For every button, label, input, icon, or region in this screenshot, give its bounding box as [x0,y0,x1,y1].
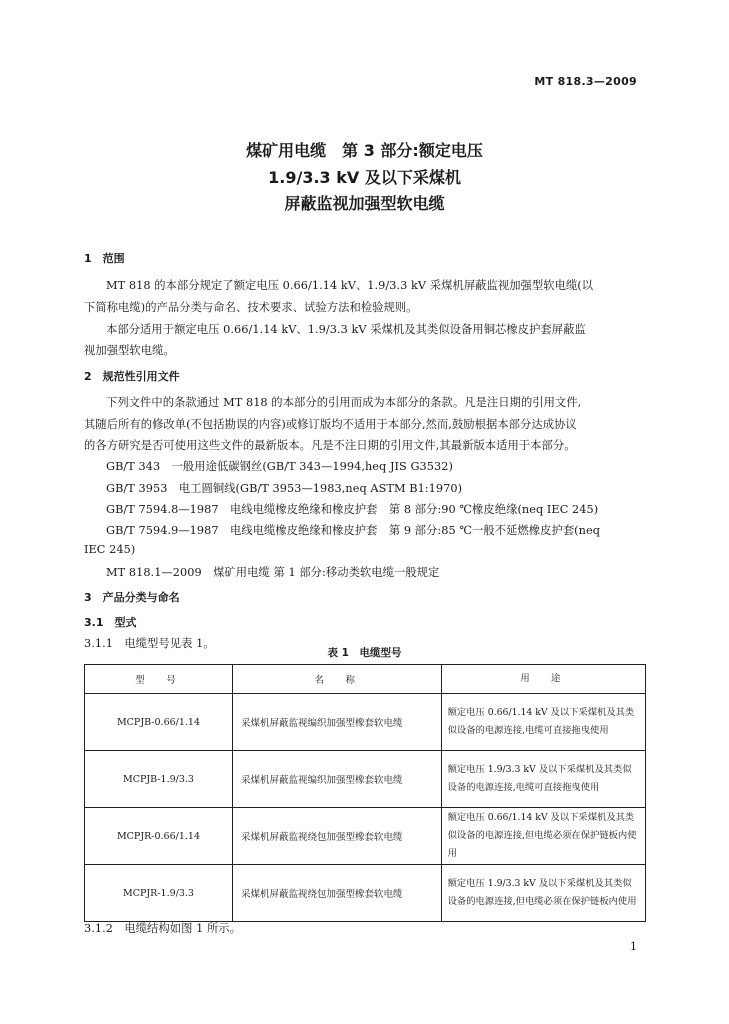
section-2-para-line-2: 其随后所有的修改单(不包括勘误的内容)或修订版均不适用于本部分,然而,鼓励根据本部分达成协议 [84,418,577,431]
table-row [85,694,646,751]
page-number: 1 [630,940,637,953]
reference-1: GB/T 343 一般用途低碳钢丝(GB/T 343—1994,heq JIS G3532) [106,460,453,473]
section-1-para-2-line-1: 本部分适用于额定电压 0.66/1.14 kV、1.9/3.3 kV 采煤机及其类似设备用铜芯橡皮护套屏蔽监 [106,323,586,336]
table-row [85,751,646,808]
section-1-para-2-line-2: 视加强型软电缆。 [84,344,175,357]
section-1-para-1-line-2: 下简称电缆)的产品分类与命名、技术要求、试验方法和检验规则。 [84,301,418,314]
document-code-header: MT 818.3—2009 [534,75,637,88]
reference-4-line-1: GB/T 7594.9—1987 电线电缆橡皮绝缘和橡皮护套 第 9 部分:85 ℃一般不延燃橡皮护套(neq [106,524,600,537]
cell-name: 采煤机屏蔽监视绕包加强型橡套软电缆 [232,808,441,865]
reference-4-line-2: IEC 245) [84,543,136,556]
cell-name: 采煤机屏蔽监视编织加强型橡套软电缆 [232,694,441,751]
title-line-2: 1.9/3.3 kV 及以下采煤机 [268,168,461,187]
cell-use: 额定电压 1.9/3.3 kV 及以下采煤机及其类似设备的电源连接,电缆可直接拖曳使用 [441,751,645,808]
cell-name: 采煤机屏蔽监视绕包加强型橡套软电缆 [232,865,441,922]
cell-use: 额定电压 0.66/1.14 kV 及以下采煤机及其类似设备的电源连接,但电缆必须在保护链板内使用 [441,808,645,865]
title-line-1: 煤矿用电缆 第 3 部分:额定电压 [246,141,483,160]
cell-model: MCPJR-1.9/3.3 [85,865,233,922]
section-2-para-line-3: 的各方研究是否可使用这些文件的最新版本。凡是不注日期的引用文件,其最新版本适用于本部分。 [84,439,576,452]
cell-use: 额定电压 1.9/3.3 kV 及以下采煤机及其类似设备的电源连接,但电缆必须在保护链板内使用 [441,865,645,922]
section-3-heading: 3 产品分类与命名 [84,591,180,604]
cell-model: MCPJB-0.66/1.14 [85,694,233,751]
section-1-heading: 1 范围 [84,252,125,265]
cell-model: MCPJB-1.9/3.3 [85,751,233,808]
section-3-1-2-text: 3.1.2 电缆结构如图 1 所示。 [84,922,241,935]
title-line-3: 屏蔽监视加强型软电缆 [284,194,445,213]
section-3-1-heading: 3.1 型式 [84,616,137,629]
reference-5: MT 818.1—2009 煤矿用电缆 第 1 部分:移动类软电缆一般规定 [106,566,440,579]
section-2-para-line-1: 下列文件中的条款通过 MT 818 的本部分的引用而成为本部分的条款。凡是注日期的引用文件, [106,396,582,409]
table-1-caption: 表 1 电缆型号 [327,647,402,659]
cell-model: MCPJR-0.66/1.14 [85,808,233,865]
header-model: 型 号 [85,665,233,694]
reference-2: GB/T 3953 电工圆铜线(GB/T 3953—1983,neq ASTM B1:1970) [106,482,463,495]
section-1-para-1-line-1: MT 818 的本部分规定了额定电压 0.66/1.14 kV、1.9/3.3 kV 采煤机屏蔽监视加强型软电缆(以 [106,279,594,292]
section-3-1-1-text: 3.1.1 电缆型号见表 1。 [84,637,215,650]
reference-3: GB/T 7594.8—1987 电线电缆橡皮绝缘和橡皮护套 第 8 部分:90 ℃橡皮绝缘(neq IEC 245) [106,503,599,516]
header-use: 用 途 [441,665,645,694]
header-name: 名 称 [232,665,441,694]
table-header-row [85,665,646,694]
cable-model-table [84,664,646,922]
table-row [85,865,646,922]
cell-name: 采煤机屏蔽监视编织加强型橡套软电缆 [232,751,441,808]
cell-use: 额定电压 0.66/1.14 kV 及以下采煤机及其类似设备的电源连接,电缆可直接拖曳使用 [441,694,645,751]
table-row [85,808,646,865]
section-2-heading: 2 规范性引用文件 [84,370,180,383]
